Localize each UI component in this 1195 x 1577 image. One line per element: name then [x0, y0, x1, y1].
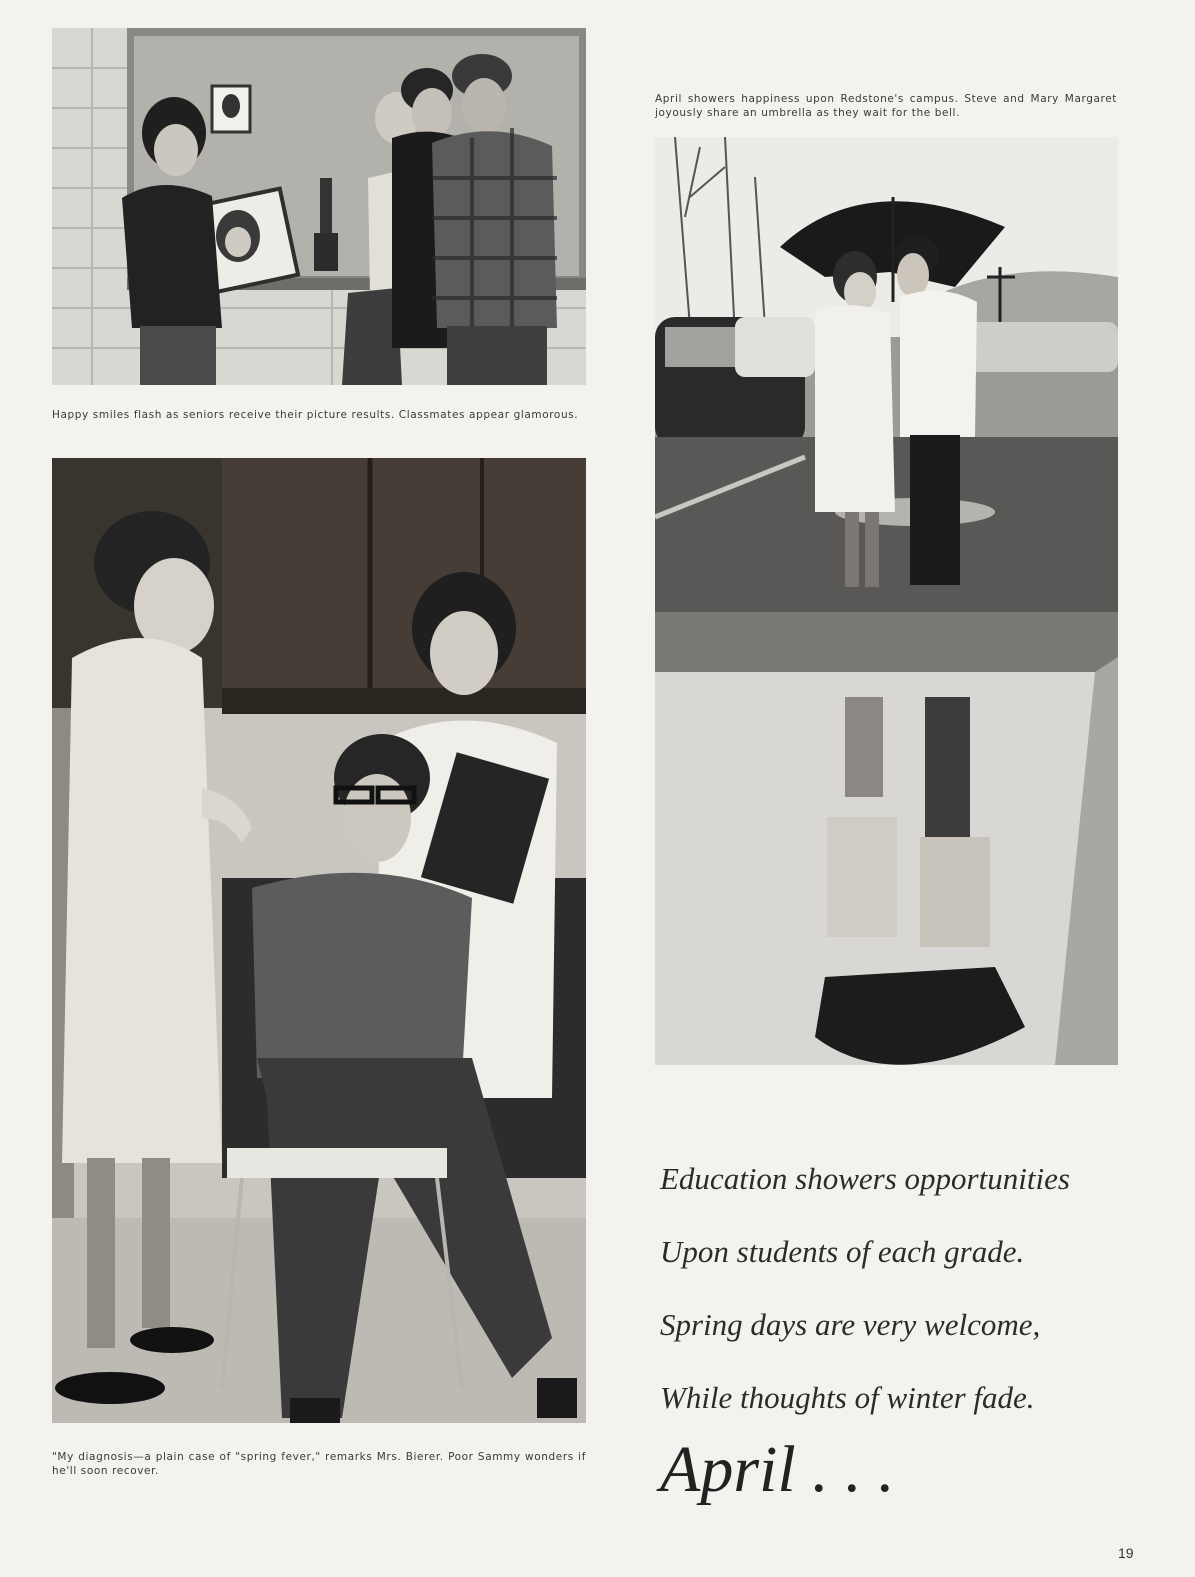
poem-line-2: Upon students of each grade.: [660, 1234, 1025, 1269]
poem: [660, 1142, 1130, 1434]
poem-line-3: Spring days are very welcome,: [660, 1307, 1041, 1342]
diagnosis-photo: [52, 458, 586, 1423]
seniors-photo: [52, 28, 586, 385]
seniors-caption: Happy smiles flash as seniors receive their picture results. Classmates appear glamorous.: [52, 409, 579, 421]
page-number: 19: [1118, 1545, 1134, 1561]
umbrella-photo: [655, 137, 1118, 1065]
umbrella-caption: April showers happiness upon Redstone's campus. Steve and Mary Margaret joyously share an umbrella as they wait for the bell.: [655, 93, 1117, 119]
diagnosis-caption: "My diagnosis—a plain case of "spring fever," remarks Mrs. Bierer. Poor Sammy wonders if he'll soon recover.: [52, 1451, 586, 1477]
poem-line-1: Education showers opportunities: [660, 1161, 1070, 1196]
poem-line-4: While thoughts of winter fade.: [660, 1380, 1035, 1415]
month-title: April . . .: [660, 1433, 895, 1506]
